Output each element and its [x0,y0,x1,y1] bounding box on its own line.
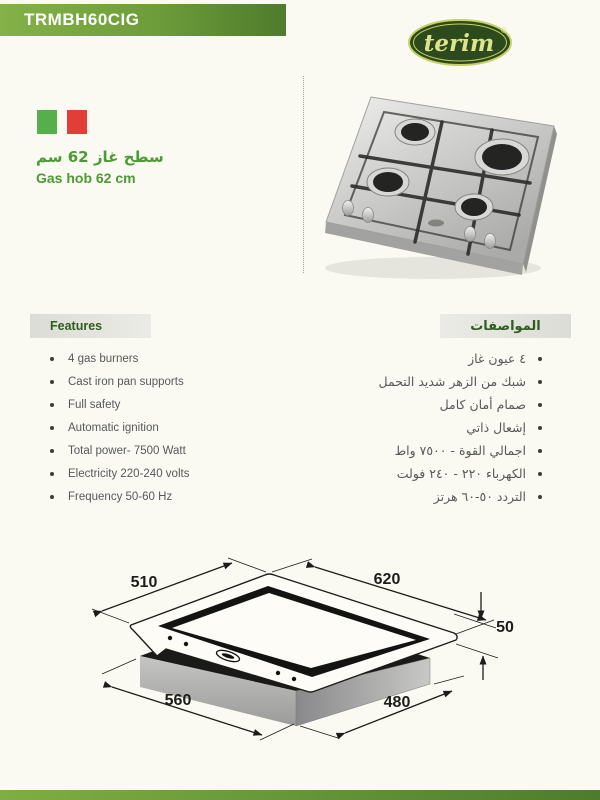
list-item [379,393,542,416]
product-title-english: Gas hob 62 cm [36,170,136,186]
feature-text: Total power- 7500 Watt [68,444,186,457]
bullet-icon [538,357,542,361]
list-item [50,439,189,462]
dimension-480-label: 480 [383,694,411,711]
list-item [50,485,189,508]
feature-text: Frequency 50-60 Hz [68,490,173,503]
brand-plate [428,220,444,227]
bullet-icon [50,357,54,361]
list-item [50,462,189,485]
product-photo [318,84,586,284]
italy-flag-icon [37,110,87,134]
feature-text: Cast iron pan supports [68,375,184,388]
burner [367,168,409,196]
product-title-arabic: سطح غاز 62 سم [36,148,164,166]
bullet-icon [538,426,542,430]
bullet-icon [50,380,54,384]
burner [395,119,435,145]
list-item [379,485,542,508]
list-item [379,416,542,439]
list-item [50,393,189,416]
burner [475,139,529,175]
bullet-icon [50,403,54,407]
feature-text: الكهرباء ٢٢٠ - ٢٤٠ فولت [396,466,526,481]
logo-wordmark: terim [423,30,495,57]
bullet-icon [538,380,542,384]
header-bar [0,4,286,36]
dimension-620-label: 620 [373,571,401,588]
footer-bar [0,790,600,800]
bullet-icon [538,495,542,499]
feature-text: إشعال ذاتي [466,420,526,435]
feature-text: Automatic ignition [68,421,159,434]
bullet-icon [50,495,54,499]
burner [455,194,493,220]
model-number: TRMBH60CIG [24,10,140,29]
feature-text: Electricity 220-240 volts [68,467,190,480]
flag-green-stripe [37,110,57,134]
feature-list-english [50,347,189,508]
list-item [379,439,542,462]
flag-red-stripe [67,110,87,134]
feature-text: Full safety [68,398,121,411]
feature-text: صمام أمان كامل [439,397,526,412]
bullet-icon [50,472,54,476]
dimension-50-label: 50 [496,619,514,636]
brand-logo [408,19,512,66]
dimension-510-label: 510 [130,574,158,591]
bullet-icon [538,472,542,476]
list-item [50,370,189,393]
list-item [379,370,542,393]
feature-text: 4 gas burners [68,352,139,365]
feature-text: شبك من الزهر شديد التحمل [378,374,526,389]
photo-divider-line [303,76,304,273]
bullet-icon [538,449,542,453]
dimension-560-label: 560 [164,692,192,709]
bullet-icon [50,426,54,430]
list-item [379,462,542,485]
feature-text: ٤ عيون غاز [468,351,526,366]
feature-text: التردد ٥٠-٦٠ هرتز [433,489,526,504]
features-section-header [30,314,151,338]
feature-list-arabic [379,347,542,508]
bullet-icon [538,403,542,407]
features-header-label: Features [50,319,103,333]
list-item [379,347,542,370]
specifications-header-label: المواصفات [470,318,541,334]
registered-trademark-icon: ® [501,26,507,35]
list-item [50,416,189,439]
bullet-icon [50,449,54,453]
installation-drawing [82,556,522,748]
feature-text: اجمالي القوة - ٧٥٠٠ واط [394,443,526,458]
specifications-section-header-arabic [440,314,571,338]
list-item [50,347,189,370]
